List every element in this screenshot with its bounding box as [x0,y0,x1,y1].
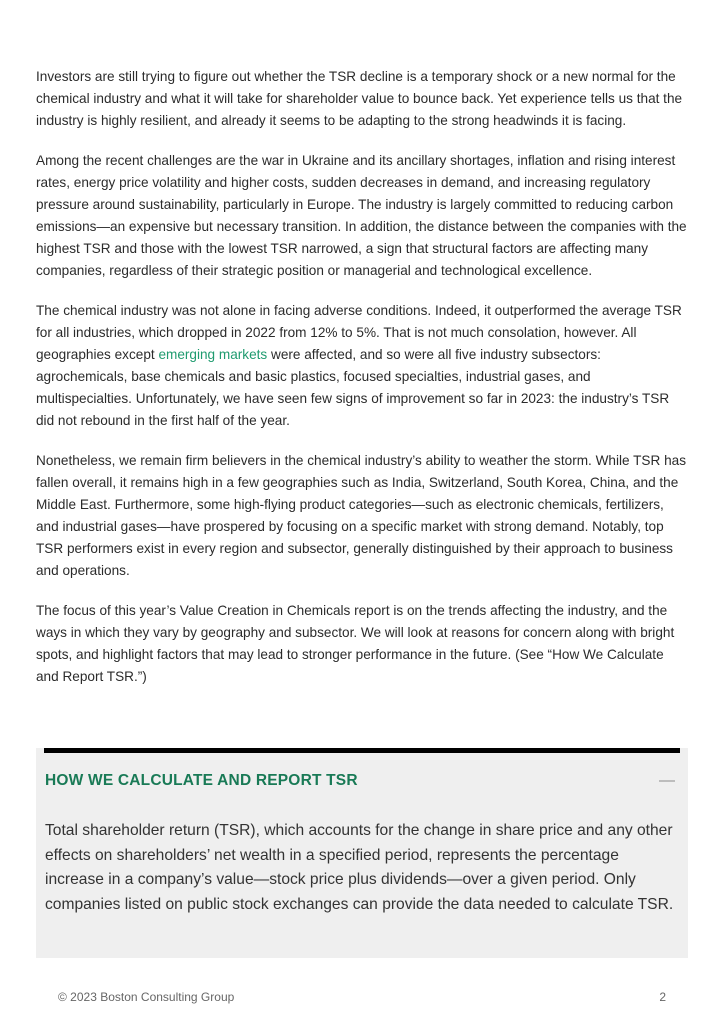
footer-copyright: © 2023 Boston Consulting Group [58,990,235,1004]
paragraph-4: Nonetheless, we remain firm believers in the chemical industry’s ability to weather the storm. While TSR has fallen overall, it remains high in a few geographies such as India, Switzerland, South Korea, China, and the Middle East. Furthermore, some high-flying product categories—such as electronic chemicals, fertilizers, and industrial gases—have prospered by focusing on a specific market with strong demand. Notably, top TSR performers exist in every region and subsector, generally distinguished by their approach to business and operations. [36,453,686,578]
paragraph-2: Among the recent challenges are the war in Ukraine and its ancillary shortages, inflation and rising interest rates, energy price volatility and higher costs, sudden decreases in demand, and increasing regulatory pressure around sustainability, particularly in Europe. The industry is largely committed to reducing carbon emissions—an expensive but necessary transition. In addition, the distance between the companies with the highest TSR and those with the lowest TSR narrowed, a sign that structural factors are affecting many companies, regardless of their strategic position or managerial and technological excellence. [36,153,687,278]
paragraph-3-after-link: were affected, and so were all five industry subsectors: agrochemicals, base chemicals and basic plastics, focused specialties, industrial gases, and multispecialties. Unfortunately, we have seen few signs of improvement so far in 2023: the industry’s TSR did not rebound in the first half of the year. [36,347,670,428]
callout-top-rule [44,748,680,753]
callout-title: HOW WE CALCULATE AND REPORT TSR [45,772,358,789]
minus-icon [659,780,675,782]
callout-body-text: Total shareholder return (TSR), which accounts for the change in share price and any other effects on shareholders’ net wealth in a specified period, represents the percentage increase in a company’s value—stock price plus dividends—over a given period. Only companies listed on public stock exchanges can provide the data needed to calculate TSR. [45,822,674,913]
paragraph-3-before-link: The chemical industry was not alone in facing adverse conditions. Indeed, it outperformed the average TSR for all industries, which dropped in 2022 from 12% to 5%. That is not much consolation, however. All geographies except [36,303,682,362]
paragraph-1: Investors are still trying to figure out whether the TSR decline is a temporary shock or a new normal for the chemical industry and what it will take for shareholder value to bounce back. Yet experience tells us that the industry is highly resilient, and already it seems to be adapting to the strong headwinds it is facing. [36,69,683,128]
paragraph-3 [36,300,690,432]
tsr-callout-box [36,748,688,958]
collapse-button[interactable] [658,772,676,790]
emerging-markets-link[interactable]: emerging markets [158,347,268,362]
paragraph-5: The focus of this year’s Value Creation in Chemicals report is on the trends affecting the industry, and the ways in which they vary by geography and subsector. We will look at reasons for concern along with bright spots, and highlight factors that may lead to stronger performance in the future. (See “How We Calculate and Report TSR.”) [36,603,675,684]
article-body [36,66,690,706]
page-number: 2 [659,990,666,1004]
